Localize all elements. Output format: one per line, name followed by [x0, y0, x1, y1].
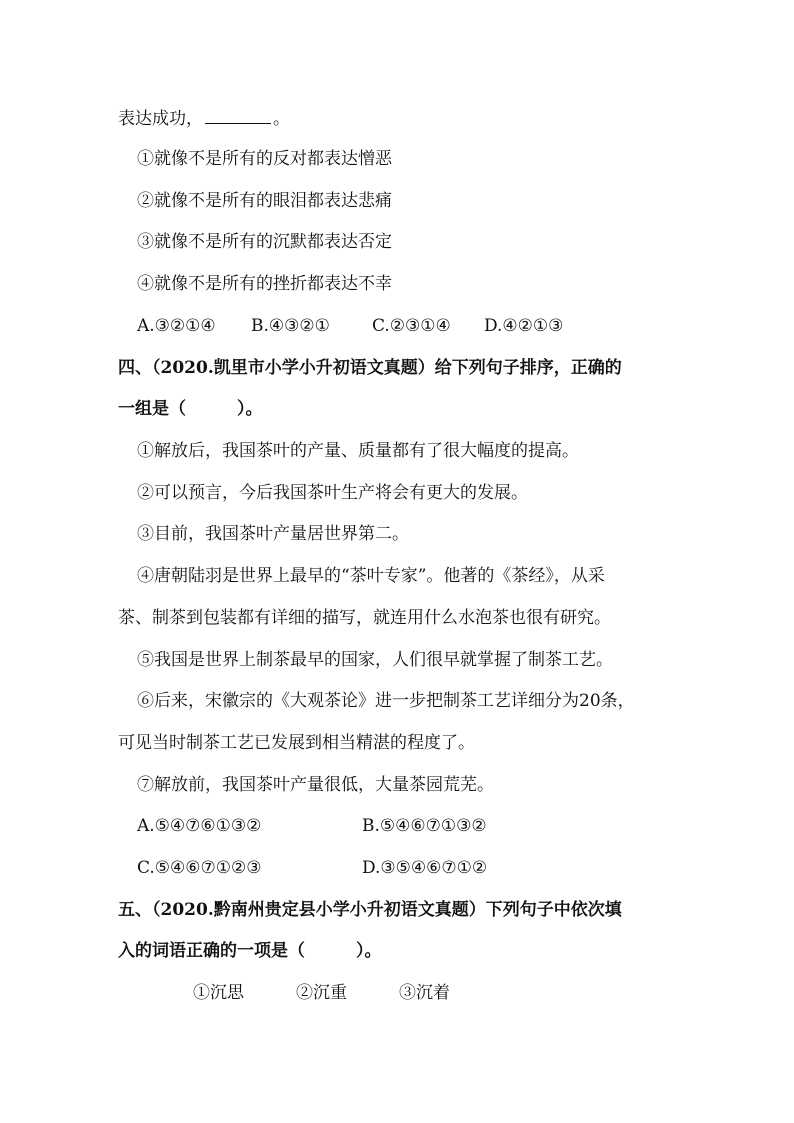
- q4-sentence-1: ①解放后，我国茶叶的产量、质量都有了很大幅度的提高。: [137, 441, 579, 461]
- q3-item-1: ①就像不是所有的反对都表达憎恶: [137, 149, 392, 169]
- q4-sentence-3: ③目前，我国茶叶产量居世界第二。: [137, 524, 409, 544]
- q3-item-3: ③就像不是所有的沉默都表达否定: [137, 232, 392, 252]
- q4-option-d: D.③⑤④⑥⑦①②: [362, 858, 488, 878]
- q5-word-2: ②沉重: [296, 983, 347, 1003]
- q3-option-d: D.④②①③: [484, 316, 564, 336]
- q4-option-c: C.⑤④⑥⑦①②③: [137, 858, 262, 878]
- q3-option-a: A.③②①④: [137, 316, 216, 336]
- q4-title-line-2: 一组是（ ）。: [118, 399, 263, 419]
- q4-sentence-6: ⑥后来，宋徽宗的《大观茶论》进一步把制茶工艺详细分为20条，: [137, 691, 635, 711]
- q3-item-2: ②就像不是所有的眼泪都表达悲痛: [137, 191, 392, 211]
- q5-title-line-1: 五、（2020.黔南州贵定县小学小升初语文真题）下列句子中依次填: [118, 900, 622, 920]
- q3-lead-text: 表达成功，: [118, 109, 203, 129]
- q4-sentence-4: ④唐朝陆羽是世界上最早的“茶叶专家”。他著的《茶经》，从采: [137, 566, 605, 586]
- q3-option-b: B.④③②①: [251, 316, 330, 336]
- q4-option-b: B.⑤④⑥⑦①③②: [362, 816, 487, 836]
- q5-title-line-2: 入的词语正确的一项是（ ）。: [118, 941, 382, 961]
- answer-blank: [205, 107, 271, 124]
- q4-sentence-2: ②可以预言，今后我国茶叶生产将会有更大的发展。: [137, 483, 528, 503]
- q4-sentence-7: ⑦解放前，我国茶叶产量很低，大量茶园荒芜。: [137, 775, 494, 795]
- q4-option-a: A.⑤④⑦⑥①③②: [137, 816, 262, 836]
- q4-sentence-6-cont: 可见当时制茶工艺已发展到相当精湛的程度了。: [118, 733, 475, 753]
- q3-lead-end: 。: [273, 109, 290, 129]
- q5-word-3: ③沉着: [399, 983, 450, 1003]
- q5-word-1: ①沉思: [193, 983, 244, 1003]
- q4-sentence-5: ⑤我国是世界上制茶最早的国家，人们很早就掌握了制茶工艺。: [137, 650, 613, 670]
- q4-title-line-1: 四、（2020.凯里市小学小升初语文真题）给下列句子排序，正确的: [118, 358, 622, 378]
- q4-sentence-4-cont: 茶、制茶到包装都有详细的描写，就连用什么水泡茶也很有研究。: [118, 608, 611, 628]
- q3-item-4: ④就像不是所有的挫折都表达不幸: [137, 274, 392, 294]
- q3-lead-line: [118, 107, 290, 131]
- q3-option-c: C.②③①④: [372, 316, 451, 336]
